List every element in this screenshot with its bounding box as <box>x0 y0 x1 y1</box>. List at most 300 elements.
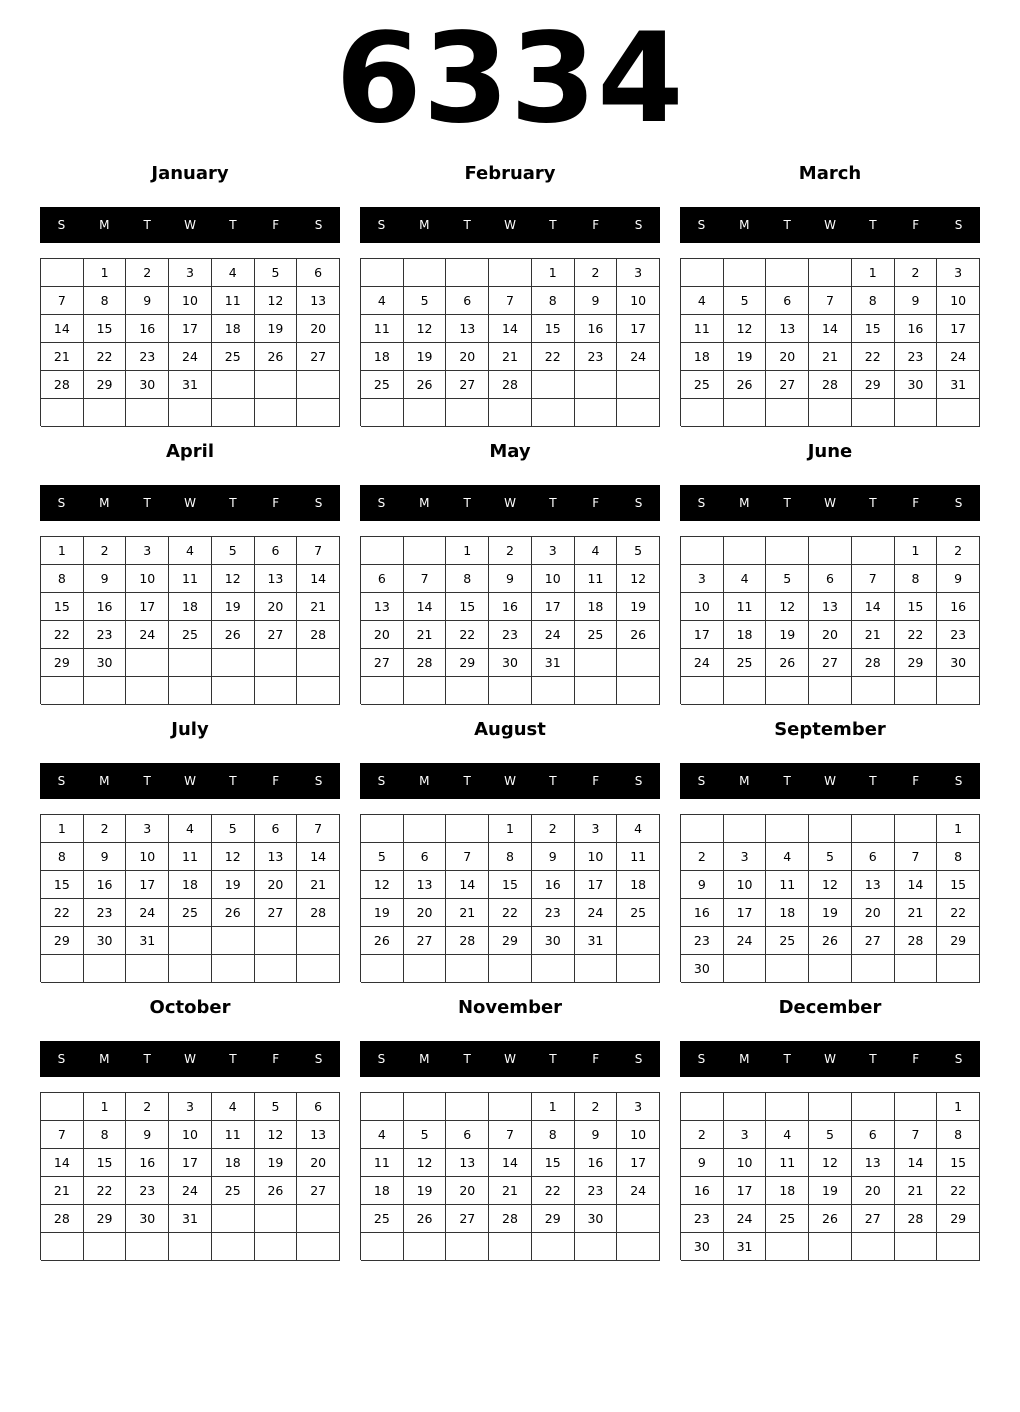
day-cell: 4 <box>681 287 724 315</box>
day-cell: 19 <box>766 621 809 649</box>
weekday-label: F <box>272 218 280 232</box>
day-cell: 25 <box>575 621 618 649</box>
weekday-label: M <box>739 496 750 510</box>
empty-day-cell <box>681 259 724 287</box>
day-cell: 18 <box>617 871 660 899</box>
day-cell: 19 <box>809 1177 852 1205</box>
day-cell: 13 <box>297 1121 340 1149</box>
empty-day-cell <box>766 399 809 427</box>
day-cell: 17 <box>169 1149 212 1177</box>
day-cell: 23 <box>84 621 127 649</box>
empty-day-cell <box>297 927 340 955</box>
day-cell: 24 <box>681 649 724 677</box>
empty-day-cell <box>212 371 255 399</box>
day-cell: 24 <box>126 899 169 927</box>
day-cell: 29 <box>41 649 84 677</box>
day-cell: 4 <box>724 565 767 593</box>
day-cell: 1 <box>489 815 532 843</box>
weekday-label: T <box>229 1052 237 1066</box>
day-cell: 8 <box>489 843 532 871</box>
day-cell: 15 <box>532 315 575 343</box>
empty-day-cell <box>297 677 340 705</box>
weekday-label: T <box>869 496 877 510</box>
weekday-label: T <box>869 774 877 788</box>
day-cell: 31 <box>937 371 980 399</box>
day-cell: 12 <box>212 565 255 593</box>
day-cell: 6 <box>852 1121 895 1149</box>
month-name: February <box>464 163 556 184</box>
empty-day-cell <box>852 1093 895 1121</box>
day-cell: 28 <box>895 1205 938 1233</box>
day-cell: 21 <box>297 593 340 621</box>
day-cell: 3 <box>937 259 980 287</box>
empty-day-cell <box>852 677 895 705</box>
empty-day-cell <box>255 927 298 955</box>
day-cell: 21 <box>297 871 340 899</box>
day-cell: 12 <box>404 1149 447 1177</box>
weekday-label: S <box>377 496 386 510</box>
day-cell: 10 <box>617 1121 660 1149</box>
weekday-label: F <box>912 774 920 788</box>
empty-day-cell <box>809 955 852 983</box>
empty-day-cell <box>84 1233 127 1261</box>
empty-day-cell <box>446 1233 489 1261</box>
day-cell: 27 <box>297 343 340 371</box>
empty-day-cell <box>126 1233 169 1261</box>
day-cell: 11 <box>212 1121 255 1149</box>
day-cell: 19 <box>404 343 447 371</box>
day-cell: 30 <box>575 1205 618 1233</box>
weekday-label: T <box>549 774 557 788</box>
day-cell: 5 <box>724 287 767 315</box>
day-cell: 6 <box>297 1093 340 1121</box>
day-cell: 3 <box>724 843 767 871</box>
day-cell: 24 <box>126 621 169 649</box>
days-grid <box>360 814 660 982</box>
day-cell: 21 <box>852 621 895 649</box>
day-cell: 25 <box>681 371 724 399</box>
day-cell: 3 <box>169 259 212 287</box>
weekday-label: T <box>549 1052 557 1066</box>
empty-day-cell <box>809 259 852 287</box>
day-cell: 19 <box>809 899 852 927</box>
empty-day-cell <box>575 1233 618 1261</box>
day-cell: 3 <box>532 537 575 565</box>
empty-day-cell <box>446 677 489 705</box>
day-cell: 15 <box>41 593 84 621</box>
empty-day-cell <box>126 399 169 427</box>
day-cell: 26 <box>255 1177 298 1205</box>
empty-day-cell <box>532 677 575 705</box>
day-cell: 24 <box>169 343 212 371</box>
day-cell: 31 <box>724 1233 767 1261</box>
empty-day-cell <box>41 1233 84 1261</box>
empty-day-cell <box>404 1233 447 1261</box>
day-cell: 11 <box>681 315 724 343</box>
year-title: 6334 <box>335 7 685 151</box>
day-cell: 2 <box>84 815 127 843</box>
day-cell: 28 <box>297 899 340 927</box>
weekday-header <box>40 1041 340 1077</box>
weekday-label: F <box>592 218 600 232</box>
day-cell: 18 <box>361 343 404 371</box>
day-cell: 29 <box>446 649 489 677</box>
day-cell: 30 <box>84 927 127 955</box>
empty-day-cell <box>681 1093 724 1121</box>
day-cell: 10 <box>724 871 767 899</box>
day-cell: 31 <box>126 927 169 955</box>
day-cell: 17 <box>724 899 767 927</box>
weekday-label: W <box>824 774 836 788</box>
day-cell: 9 <box>575 287 618 315</box>
day-cell: 21 <box>809 343 852 371</box>
day-cell: 5 <box>766 565 809 593</box>
empty-day-cell <box>212 1233 255 1261</box>
empty-day-cell <box>809 1093 852 1121</box>
day-cell: 23 <box>681 1205 724 1233</box>
day-cell: 6 <box>766 287 809 315</box>
empty-day-cell <box>255 399 298 427</box>
day-cell: 13 <box>446 1149 489 1177</box>
empty-day-cell <box>809 815 852 843</box>
day-cell: 9 <box>937 565 980 593</box>
day-cell: 8 <box>84 287 127 315</box>
day-cell: 23 <box>84 899 127 927</box>
weekday-header <box>680 207 980 243</box>
day-cell: 11 <box>766 871 809 899</box>
day-cell: 15 <box>489 871 532 899</box>
empty-day-cell <box>532 1233 575 1261</box>
weekday-label: S <box>697 774 706 788</box>
empty-day-cell <box>297 371 340 399</box>
day-cell: 20 <box>766 343 809 371</box>
empty-day-cell <box>724 955 767 983</box>
day-cell: 12 <box>724 315 767 343</box>
month-name: October <box>149 997 231 1018</box>
empty-day-cell <box>446 815 489 843</box>
day-cell: 11 <box>724 593 767 621</box>
weekday-label: S <box>634 774 643 788</box>
weekday-header <box>680 485 980 521</box>
day-cell: 15 <box>895 593 938 621</box>
day-cell: 7 <box>852 565 895 593</box>
empty-day-cell <box>724 815 767 843</box>
day-cell: 8 <box>895 565 938 593</box>
day-cell: 22 <box>489 899 532 927</box>
weekday-label: F <box>272 496 280 510</box>
day-cell: 11 <box>617 843 660 871</box>
day-cell: 7 <box>446 843 489 871</box>
weekday-header <box>360 207 660 243</box>
weekday-header <box>360 1041 660 1077</box>
day-cell: 20 <box>297 315 340 343</box>
day-cell: 1 <box>446 537 489 565</box>
weekday-label: S <box>57 1052 66 1066</box>
empty-day-cell <box>169 399 212 427</box>
weekday-label: T <box>783 774 791 788</box>
empty-day-cell <box>84 955 127 983</box>
day-cell: 9 <box>575 1121 618 1149</box>
day-cell: 17 <box>617 1149 660 1177</box>
empty-day-cell <box>575 955 618 983</box>
day-cell: 9 <box>126 1121 169 1149</box>
weekday-label: S <box>954 774 963 788</box>
days-grid <box>680 814 980 982</box>
day-cell: 8 <box>937 1121 980 1149</box>
day-cell: 22 <box>41 899 84 927</box>
day-cell: 7 <box>895 843 938 871</box>
day-cell: 20 <box>297 1149 340 1177</box>
day-cell: 29 <box>937 927 980 955</box>
empty-day-cell <box>361 537 404 565</box>
day-cell: 30 <box>126 371 169 399</box>
day-cell: 25 <box>169 621 212 649</box>
day-cell: 3 <box>575 815 618 843</box>
empty-day-cell <box>212 399 255 427</box>
day-cell: 29 <box>41 927 84 955</box>
day-cell: 9 <box>895 287 938 315</box>
day-cell: 13 <box>852 871 895 899</box>
days-grid <box>680 536 980 704</box>
day-cell: 20 <box>852 1177 895 1205</box>
weekday-label: S <box>634 1052 643 1066</box>
weekday-label: T <box>143 218 151 232</box>
day-cell: 27 <box>809 649 852 677</box>
day-cell: 19 <box>724 343 767 371</box>
day-cell: 24 <box>724 1205 767 1233</box>
day-cell: 7 <box>297 815 340 843</box>
day-cell: 23 <box>126 343 169 371</box>
day-cell: 26 <box>361 927 404 955</box>
empty-day-cell <box>575 371 618 399</box>
day-cell: 14 <box>852 593 895 621</box>
day-cell: 31 <box>169 1205 212 1233</box>
day-cell: 28 <box>489 1205 532 1233</box>
weekday-label: M <box>739 774 750 788</box>
day-cell: 22 <box>532 343 575 371</box>
day-cell: 19 <box>255 315 298 343</box>
empty-day-cell <box>809 399 852 427</box>
weekday-label: T <box>783 218 791 232</box>
day-cell: 5 <box>617 537 660 565</box>
day-cell: 3 <box>681 565 724 593</box>
empty-day-cell <box>446 399 489 427</box>
day-cell: 26 <box>617 621 660 649</box>
day-cell: 12 <box>255 287 298 315</box>
empty-day-cell <box>212 649 255 677</box>
day-cell: 19 <box>212 871 255 899</box>
empty-day-cell <box>895 955 938 983</box>
day-cell: 16 <box>575 1149 618 1177</box>
empty-day-cell <box>617 955 660 983</box>
day-cell: 28 <box>895 927 938 955</box>
day-cell: 6 <box>446 287 489 315</box>
weekday-label: W <box>184 218 196 232</box>
day-cell: 30 <box>681 955 724 983</box>
empty-day-cell <box>169 1233 212 1261</box>
day-cell: 25 <box>724 649 767 677</box>
empty-day-cell <box>404 677 447 705</box>
day-cell: 5 <box>212 537 255 565</box>
empty-day-cell <box>361 259 404 287</box>
empty-day-cell <box>532 371 575 399</box>
empty-day-cell <box>361 399 404 427</box>
month-name: August <box>474 719 546 740</box>
empty-day-cell <box>41 399 84 427</box>
day-cell: 14 <box>404 593 447 621</box>
month-name: January <box>151 163 229 184</box>
day-cell: 17 <box>575 871 618 899</box>
day-cell: 24 <box>617 1177 660 1205</box>
empty-day-cell <box>617 927 660 955</box>
empty-day-cell <box>41 677 84 705</box>
empty-day-cell <box>361 1093 404 1121</box>
day-cell: 23 <box>532 899 575 927</box>
day-cell: 5 <box>255 259 298 287</box>
empty-day-cell <box>895 1233 938 1261</box>
weekday-label: F <box>592 774 600 788</box>
empty-day-cell <box>681 399 724 427</box>
day-cell: 26 <box>766 649 809 677</box>
day-cell: 11 <box>169 843 212 871</box>
day-cell: 26 <box>724 371 767 399</box>
day-cell: 26 <box>404 1205 447 1233</box>
day-cell: 30 <box>126 1205 169 1233</box>
day-cell: 11 <box>361 1149 404 1177</box>
weekday-label: M <box>739 1052 750 1066</box>
day-cell: 11 <box>766 1149 809 1177</box>
day-cell: 18 <box>681 343 724 371</box>
day-cell: 5 <box>255 1093 298 1121</box>
day-cell: 21 <box>404 621 447 649</box>
day-cell: 4 <box>766 843 809 871</box>
day-cell: 9 <box>681 1149 724 1177</box>
day-cell: 3 <box>724 1121 767 1149</box>
weekday-label: W <box>824 1052 836 1066</box>
empty-day-cell <box>212 955 255 983</box>
day-cell: 12 <box>255 1121 298 1149</box>
day-cell: 17 <box>617 315 660 343</box>
day-cell: 18 <box>724 621 767 649</box>
day-cell: 2 <box>681 1121 724 1149</box>
empty-day-cell <box>724 537 767 565</box>
day-cell: 10 <box>126 565 169 593</box>
empty-day-cell <box>84 677 127 705</box>
empty-day-cell <box>766 955 809 983</box>
day-cell: 4 <box>169 537 212 565</box>
month-name: April <box>165 441 215 462</box>
empty-day-cell <box>361 677 404 705</box>
days-grid <box>360 258 660 426</box>
weekday-label: T <box>229 774 237 788</box>
day-cell: 26 <box>212 621 255 649</box>
day-cell: 11 <box>169 565 212 593</box>
day-cell: 17 <box>169 315 212 343</box>
empty-day-cell <box>766 537 809 565</box>
day-cell: 25 <box>361 1205 404 1233</box>
weekday-label: T <box>143 774 151 788</box>
day-cell: 25 <box>766 927 809 955</box>
weekday-header <box>360 485 660 521</box>
day-cell: 20 <box>446 1177 489 1205</box>
empty-day-cell <box>895 1093 938 1121</box>
day-cell: 29 <box>852 371 895 399</box>
day-cell: 14 <box>41 1149 84 1177</box>
day-cell: 3 <box>617 1093 660 1121</box>
day-cell: 18 <box>169 593 212 621</box>
empty-day-cell <box>361 1233 404 1261</box>
empty-day-cell <box>169 955 212 983</box>
day-cell: 5 <box>404 1121 447 1149</box>
empty-day-cell <box>212 1205 255 1233</box>
day-cell: 10 <box>532 565 575 593</box>
day-cell: 21 <box>895 899 938 927</box>
day-cell: 23 <box>489 621 532 649</box>
day-cell: 27 <box>255 899 298 927</box>
day-cell: 1 <box>41 815 84 843</box>
empty-day-cell <box>895 399 938 427</box>
day-cell: 11 <box>212 287 255 315</box>
day-cell: 17 <box>937 315 980 343</box>
days-grid <box>680 1092 980 1260</box>
day-cell: 29 <box>895 649 938 677</box>
weekday-label: W <box>824 218 836 232</box>
day-cell: 11 <box>575 565 618 593</box>
day-cell: 10 <box>937 287 980 315</box>
day-cell: 9 <box>532 843 575 871</box>
empty-day-cell <box>575 399 618 427</box>
day-cell: 16 <box>84 593 127 621</box>
day-cell: 1 <box>532 259 575 287</box>
day-cell: 5 <box>404 287 447 315</box>
weekday-header <box>680 1041 980 1077</box>
day-cell: 30 <box>532 927 575 955</box>
day-cell: 1 <box>84 259 127 287</box>
empty-day-cell <box>41 259 84 287</box>
day-cell: 21 <box>489 1177 532 1205</box>
weekday-label: T <box>463 1052 471 1066</box>
day-cell: 18 <box>212 1149 255 1177</box>
weekday-label: S <box>377 774 386 788</box>
day-cell: 1 <box>852 259 895 287</box>
day-cell: 10 <box>724 1149 767 1177</box>
day-cell: 13 <box>255 843 298 871</box>
day-cell: 8 <box>937 843 980 871</box>
day-cell: 21 <box>446 899 489 927</box>
day-cell: 24 <box>575 899 618 927</box>
day-cell: 7 <box>895 1121 938 1149</box>
empty-day-cell <box>617 371 660 399</box>
empty-day-cell <box>532 399 575 427</box>
day-cell: 29 <box>937 1205 980 1233</box>
empty-day-cell <box>297 399 340 427</box>
weekday-label: F <box>912 218 920 232</box>
empty-day-cell <box>255 649 298 677</box>
weekday-label: T <box>463 774 471 788</box>
month-name: May <box>489 441 531 462</box>
day-cell: 26 <box>809 1205 852 1233</box>
day-cell: 22 <box>937 899 980 927</box>
day-cell: 4 <box>212 1093 255 1121</box>
weekday-label: W <box>824 496 836 510</box>
day-cell: 8 <box>532 287 575 315</box>
empty-day-cell <box>255 677 298 705</box>
days-grid <box>360 536 660 704</box>
day-cell: 13 <box>852 1149 895 1177</box>
day-cell: 23 <box>895 343 938 371</box>
weekday-label: T <box>463 496 471 510</box>
day-cell: 5 <box>361 843 404 871</box>
